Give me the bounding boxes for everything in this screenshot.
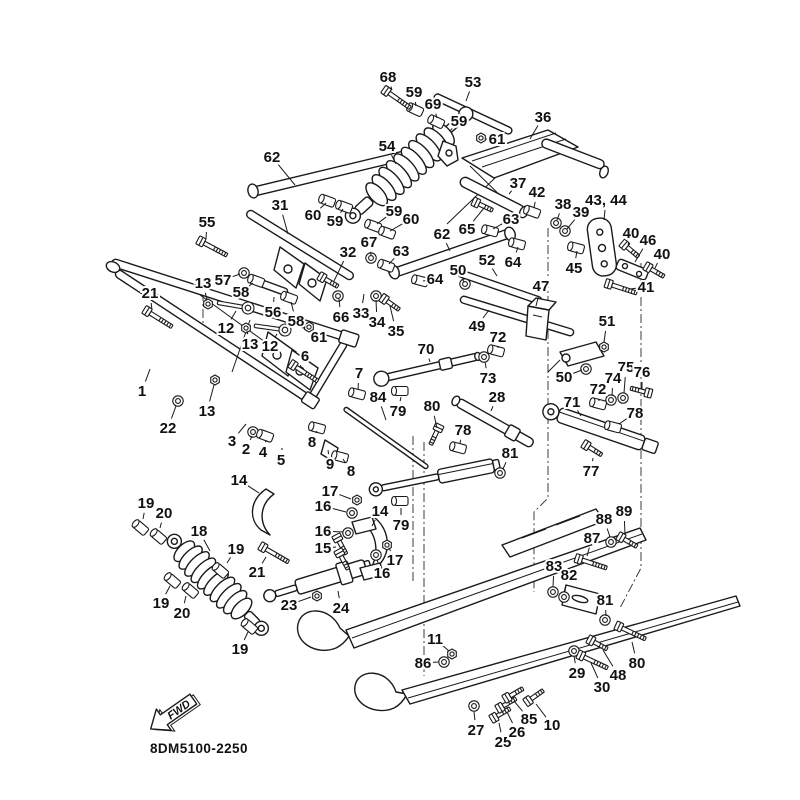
callout-label-77: 77 — [582, 463, 600, 480]
callout-leader — [655, 263, 658, 268]
callout-label-53: 53 — [464, 74, 482, 91]
callout-label-31: 31 — [271, 197, 289, 214]
callout-label-1: 1 — [137, 383, 147, 400]
callout-leader — [244, 632, 248, 640]
callout-label-18: 18 — [190, 523, 208, 540]
washer-glyph — [371, 550, 381, 560]
washer-glyph — [343, 528, 353, 538]
washer-glyph — [173, 396, 183, 406]
callout-label-23: 23 — [280, 597, 298, 614]
nut-glyph — [353, 495, 362, 505]
callout-leader — [503, 462, 506, 469]
callout-label-20: 20 — [173, 605, 191, 622]
callout-label-66: 66 — [332, 309, 350, 326]
callout-leader — [567, 220, 575, 229]
washer-glyph — [551, 218, 561, 228]
callout-leader — [514, 701, 523, 711]
callout-label-82: 82 — [560, 567, 578, 584]
callout-label-17: 17 — [386, 552, 404, 569]
callout-label-42: 42 — [528, 184, 546, 201]
callout-label-87: 87 — [583, 530, 601, 547]
callout-label-13: 13 — [198, 403, 216, 420]
bushing-glyph — [149, 527, 167, 545]
callout-leader — [534, 202, 535, 208]
callout-label-43-44: 43, 44 — [585, 192, 627, 209]
callout-leader — [624, 377, 625, 393]
callout-label-32: 32 — [339, 244, 357, 261]
callout-label-70: 70 — [417, 341, 435, 358]
callout-label-60: 60 — [402, 211, 420, 228]
callout-label-49: 49 — [468, 318, 486, 335]
callout-leader — [390, 224, 402, 231]
callout-label-59: 59 — [405, 84, 423, 101]
callout-label-52: 52 — [478, 252, 496, 269]
rocker-bracket-50-51 — [548, 342, 604, 372]
callout-label-69: 69 — [424, 96, 442, 113]
washer-glyph — [333, 291, 343, 301]
callout-leader — [166, 586, 170, 594]
callout-label-19: 19 — [227, 541, 245, 558]
washer-glyph — [439, 657, 449, 667]
callout-label-34: 34 — [368, 314, 386, 331]
callout-label-38: 38 — [554, 196, 572, 213]
callout-label-71: 71 — [563, 394, 581, 411]
callout-label-27: 27 — [467, 722, 485, 739]
callout-label-89: 89 — [615, 503, 633, 520]
callout-label-7: 7 — [354, 365, 364, 382]
callout-label-62: 62 — [263, 149, 281, 166]
callout-label-84: 84 — [369, 389, 387, 406]
callout-leader — [227, 557, 231, 563]
nut-glyph — [600, 342, 609, 352]
callout-leader — [171, 406, 176, 419]
callout-label-58: 58 — [287, 313, 305, 330]
bushing-glyph — [508, 237, 526, 250]
callout-label-61: 61 — [310, 329, 328, 346]
callout-label-72: 72 — [589, 381, 607, 398]
callout-label-76: 76 — [633, 364, 651, 381]
callout-label-25: 25 — [494, 734, 512, 751]
callout-label-35: 35 — [387, 323, 405, 340]
callout-label-11: 11 — [427, 631, 443, 648]
boltL-glyph — [196, 236, 229, 259]
callout-label-26: 26 — [508, 724, 526, 741]
callout-label-80: 80 — [423, 398, 441, 415]
callout-leader — [400, 397, 401, 401]
washer-glyph — [469, 701, 479, 711]
callout-label-29: 29 — [568, 665, 586, 682]
callout-label-61: 61 — [488, 131, 506, 148]
callout-label-12: 12 — [261, 338, 279, 355]
callout-leader — [298, 597, 311, 602]
callout-label-19: 19 — [137, 495, 155, 512]
callout-leader — [492, 268, 497, 276]
callout-label-41: 41 — [637, 279, 655, 296]
callout-leader — [507, 712, 513, 723]
callout-leader — [333, 509, 346, 512]
callout-leader — [604, 331, 606, 342]
diagram-part-code: 8DM5100-2250 — [150, 741, 248, 756]
bushing-glyph — [131, 518, 149, 536]
callout-leader — [275, 334, 277, 337]
callout-label-59: 59 — [326, 213, 344, 230]
bushing-glyph — [589, 397, 607, 410]
callout-label-5: 5 — [276, 452, 286, 469]
callout-leader — [536, 704, 546, 717]
fwd-label: FWD — [165, 698, 193, 723]
callout-leader — [376, 300, 377, 312]
callout-leader — [485, 362, 486, 368]
callout-leader — [628, 243, 629, 245]
callout-leader — [415, 102, 416, 106]
callout-label-50: 50 — [555, 369, 573, 386]
callout-label-37: 37 — [509, 175, 527, 192]
callout-label-19: 19 — [152, 595, 170, 612]
callout-label-21: 21 — [248, 564, 266, 581]
callout-label-46: 46 — [639, 232, 657, 249]
callout-leader — [632, 642, 635, 653]
bushing-glyph — [392, 497, 409, 506]
callout-leader — [338, 591, 339, 598]
callout-label-67: 67 — [360, 234, 378, 251]
callout-label-2: 2 — [241, 441, 251, 458]
callout-label-58: 58 — [232, 284, 250, 301]
callout-leader — [491, 406, 493, 411]
bushing-glyph — [280, 291, 299, 305]
nut-glyph — [383, 540, 392, 550]
callout-leader — [262, 557, 266, 563]
callout-label-50: 50 — [449, 262, 467, 279]
callout-label-78: 78 — [626, 405, 644, 422]
callout-leader — [333, 531, 343, 532]
callout-label-12: 12 — [217, 320, 235, 337]
callout-label-79: 79 — [389, 403, 407, 420]
callout-leader — [574, 656, 575, 663]
callout-label-33: 33 — [352, 305, 370, 322]
bushing-glyph — [181, 581, 199, 599]
callout-label-59: 59 — [450, 113, 468, 130]
callout-leader — [607, 528, 610, 537]
callout-label-16: 16 — [373, 565, 391, 582]
callout-label-20: 20 — [155, 505, 173, 522]
fwd-direction-arrow — [143, 687, 204, 742]
bolt-glyph — [379, 293, 402, 313]
bushing-glyph — [449, 441, 467, 454]
callout-label-45: 45 — [565, 260, 583, 277]
callout-label-24: 24 — [332, 600, 350, 617]
callout-label-14: 14 — [371, 503, 389, 520]
callout-label-57: 57 — [214, 272, 232, 289]
washer-glyph — [460, 279, 470, 289]
callout-label-8: 8 — [307, 434, 317, 451]
washer-glyph — [347, 508, 357, 518]
callout-label-9: 9 — [325, 456, 335, 473]
callout-leader — [231, 311, 236, 319]
callout-label-39: 39 — [572, 204, 590, 221]
callout-leader — [238, 424, 246, 433]
washer-glyph — [495, 468, 505, 478]
callout-leader — [210, 385, 214, 401]
callout-label-80: 80 — [628, 655, 646, 672]
callout-label-55: 55 — [198, 214, 216, 231]
callout-label-64: 64 — [426, 271, 444, 288]
washer-glyph — [606, 395, 616, 405]
callout-label-63: 63 — [392, 243, 410, 260]
callout-label-62: 62 — [433, 226, 451, 243]
washer-glyph — [600, 615, 610, 625]
bushing-glyph — [378, 226, 397, 240]
callout-label-63: 63 — [502, 211, 520, 228]
callout-leader — [473, 208, 484, 221]
callout-leader — [429, 359, 430, 362]
callout-label-19: 19 — [231, 641, 249, 658]
callout-label-64: 64 — [504, 254, 522, 271]
callout-label-13: 13 — [241, 336, 259, 353]
callout-leader — [265, 440, 266, 442]
bolt-glyph — [581, 439, 604, 458]
callout-leader — [204, 540, 210, 551]
callout-label-51: 51 — [598, 313, 616, 330]
callout-label-73: 73 — [479, 370, 497, 387]
callout-label-13: 13 — [194, 275, 212, 292]
boltL-glyph — [604, 279, 638, 298]
bushing-glyph — [163, 571, 181, 589]
callout-label-40: 40 — [622, 225, 640, 242]
callout-leader — [630, 288, 636, 289]
bushing-glyph — [392, 387, 409, 396]
washer-glyph — [239, 268, 249, 278]
callout-label-28: 28 — [488, 389, 506, 406]
nut-glyph — [477, 133, 486, 143]
callout-leader — [143, 513, 144, 519]
callout-label-86: 86 — [414, 655, 432, 672]
callout-label-56: 56 — [264, 304, 282, 321]
callout-label-60: 60 — [304, 207, 322, 224]
callout-leader — [381, 406, 386, 420]
callout-label-74: 74 — [604, 370, 622, 387]
callout-label-54: 54 — [378, 138, 396, 155]
callout-label-22: 22 — [159, 420, 177, 437]
callout-leader — [145, 369, 150, 382]
bushing-glyph — [348, 387, 366, 400]
callout-leader — [443, 646, 449, 651]
washer-glyph — [548, 587, 558, 597]
callout-leader — [247, 485, 259, 493]
callout-label-10: 10 — [543, 717, 561, 734]
callout-leader — [328, 450, 329, 454]
nut-glyph — [204, 299, 213, 309]
callout-leader — [363, 294, 364, 303]
nut-glyph — [211, 375, 220, 385]
callout-leader — [499, 723, 501, 732]
callout-leader — [184, 596, 186, 603]
callout-label-6: 6 — [300, 348, 310, 365]
callout-label-16: 16 — [314, 498, 332, 515]
callout-label-14: 14 — [230, 472, 248, 489]
callout-leader — [624, 521, 625, 534]
callout-label-59: 59 — [385, 203, 403, 220]
bolt-glyph — [427, 423, 444, 447]
washer-glyph — [581, 364, 591, 374]
callout-label-72: 72 — [489, 329, 507, 346]
callout-leader — [573, 370, 582, 373]
callout-label-36: 36 — [534, 109, 552, 126]
callout-label-3: 3 — [227, 433, 237, 450]
center-damper — [368, 457, 501, 497]
bushing-glyph — [481, 224, 499, 237]
washer-glyph — [606, 537, 616, 547]
callout-leader — [460, 440, 461, 443]
bolt-glyph — [523, 687, 546, 707]
callout-label-81: 81 — [501, 445, 519, 462]
torsion-bar-84 — [343, 407, 429, 470]
callout-label-81: 81 — [596, 592, 614, 609]
callout-label-21: 21 — [141, 285, 159, 302]
bushing-glyph — [256, 429, 275, 443]
washer-glyph — [559, 592, 569, 602]
callout-label-15: 15 — [314, 540, 332, 557]
washer-glyph — [618, 393, 628, 403]
callout-label-75: 75 — [617, 359, 635, 376]
callout-leader — [466, 91, 470, 101]
bushing-glyph — [318, 194, 337, 208]
callout-label-30: 30 — [593, 679, 611, 696]
callout-label-8: 8 — [346, 463, 356, 480]
nut-glyph — [313, 591, 322, 601]
callout-label-78: 78 — [454, 422, 472, 439]
bushing-glyph — [567, 241, 585, 254]
callout-label-65: 65 — [458, 221, 476, 238]
bushing-glyph — [426, 114, 445, 129]
rocker-arm-14-left — [252, 489, 274, 535]
callout-label-48: 48 — [609, 667, 627, 684]
bushing-glyph — [335, 200, 354, 214]
slide-rail-lower — [355, 585, 740, 711]
callout-leader — [339, 495, 351, 499]
callout-label-17: 17 — [321, 483, 339, 500]
nut-glyph — [242, 323, 251, 333]
callout-label-79: 79 — [392, 517, 410, 534]
callout-label-68: 68 — [379, 69, 397, 86]
callout-leader — [483, 310, 489, 318]
callout-label-83: 83 — [545, 558, 563, 575]
anchor-plate-43-44 — [586, 217, 618, 278]
callout-label-16: 16 — [314, 523, 332, 540]
callout-leader — [474, 712, 475, 720]
callout-label-4: 4 — [258, 444, 268, 461]
callout-leader — [553, 576, 554, 587]
callout-label-85: 85 — [520, 711, 538, 728]
callout-label-47: 47 — [532, 278, 550, 295]
callout-leader — [619, 419, 627, 424]
washer-glyph — [479, 352, 489, 362]
callout-label-40: 40 — [653, 246, 671, 263]
callout-leader — [160, 523, 161, 528]
bracket-47 — [526, 298, 556, 340]
callout-label-88: 88 — [595, 511, 613, 528]
